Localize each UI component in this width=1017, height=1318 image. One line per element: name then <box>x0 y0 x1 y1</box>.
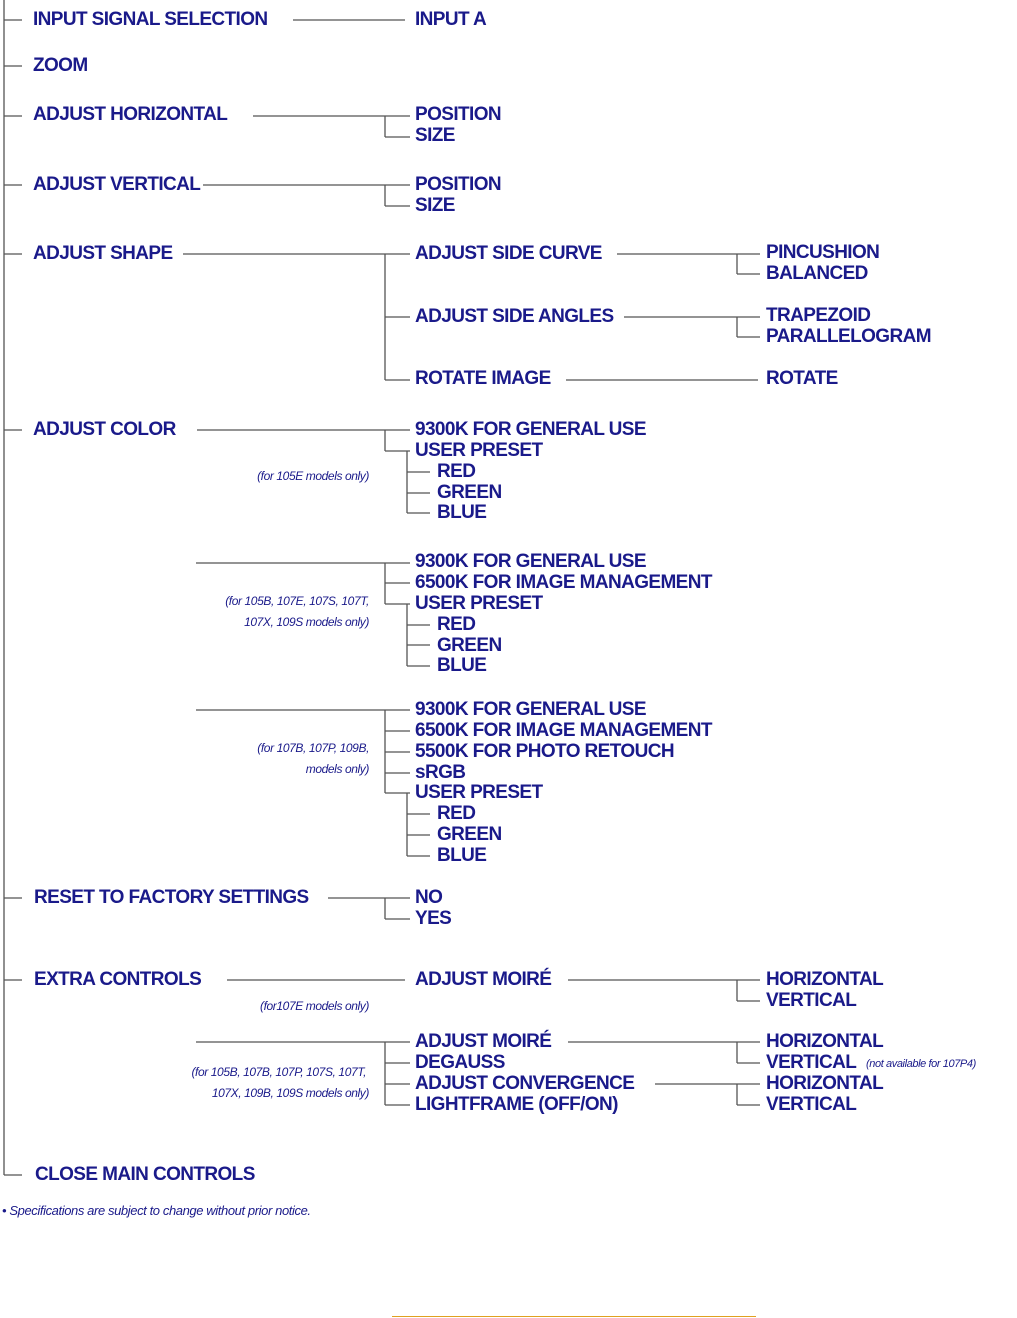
vertical-position-label: POSITION <box>415 174 501 195</box>
color-g3-item: sRGB <box>415 762 466 783</box>
color-g1-item: 9300K FOR GENERAL USE <box>415 419 646 440</box>
extra-g2-item: ADJUST MOIRÉ <box>415 1031 552 1052</box>
trapezoid-label: TRAPEZOID <box>766 305 871 326</box>
extra-g2-convergence-horizontal: HORIZONTAL <box>766 1073 884 1094</box>
extra-g1-moire-vertical: VERTICAL <box>766 990 857 1011</box>
color-g2-rgb: RED <box>437 614 476 635</box>
pincushion-label: PINCUSHION <box>766 242 880 263</box>
extra-g2-item: DEGAUSS <box>415 1052 505 1073</box>
menu-zoom: ZOOM <box>33 55 88 76</box>
color-g2-item: 6500K FOR IMAGE MANAGEMENT <box>415 572 712 593</box>
color-g3-item: 5500K FOR PHOTO RETOUCH <box>415 741 674 762</box>
menu-input-signal-selection: INPUT SIGNAL SELECTION <box>33 9 268 30</box>
extra-group1-note: (for107E models only) <box>260 999 369 1013</box>
color-g3-rgb: BLUE <box>437 845 487 866</box>
reset-yes-label: YES <box>415 908 452 929</box>
extra-g2-moire-horizontal: HORIZONTAL <box>766 1031 884 1052</box>
color-group2-note: 107X, 109S models only) <box>244 615 369 629</box>
extra-g1-moire-horizontal: HORIZONTAL <box>766 969 884 990</box>
color-group3-note: (for 107B, 107P, 109B, <box>257 741 369 755</box>
color-g2-rgb: BLUE <box>437 655 487 676</box>
color-g3-item: 9300K FOR GENERAL USE <box>415 699 646 720</box>
menu-adjust-shape: ADJUST SHAPE <box>33 243 173 264</box>
parallelogram-label: PARALLELOGRAM <box>766 326 931 347</box>
adjust-side-curve-label: ADJUST SIDE CURVE <box>415 243 602 264</box>
extra-g2-moire-vertical: VERTICAL <box>766 1052 857 1073</box>
color-g2-item: USER PRESET <box>415 593 543 614</box>
extra-g2-convergence-vertical: VERTICAL <box>766 1094 857 1115</box>
rotate-image-label: ROTATE IMAGE <box>415 368 551 389</box>
color-g2-rgb: GREEN <box>437 635 502 656</box>
menu-close-main-controls: CLOSE MAIN CONTROLS <box>35 1164 255 1185</box>
color-group3-note: models only) <box>305 762 369 776</box>
extra-group2-note: 107X, 109B, 109S models only) <box>211 1086 369 1100</box>
menu-adjust-color: ADJUST COLOR <box>33 419 176 440</box>
color-group1-note: (for 105E models only) <box>257 469 369 483</box>
color-g1-item: USER PRESET <box>415 440 543 461</box>
color-g3-rgb: GREEN <box>437 824 502 845</box>
footnote: • Specifications are subject to change without prior notice. <box>2 1203 311 1218</box>
vertical-size-label: SIZE <box>415 195 455 216</box>
color-g2-item: 9300K FOR GENERAL USE <box>415 551 646 572</box>
extra-g2-item: LIGHTFRAME (OFF/ON) <box>415 1094 618 1115</box>
menu-reset-factory-settings: RESET TO FACTORY SETTINGS <box>34 887 309 908</box>
color-g3-item: USER PRESET <box>415 782 543 803</box>
color-g3-rgb: RED <box>437 803 476 824</box>
extra-g2-vertical-note: (not available for 107P4) <box>866 1058 976 1070</box>
color-g1-rgb: GREEN <box>437 482 502 503</box>
color-group2-note: (for 105B, 107E, 107S, 107T, <box>225 594 369 608</box>
rotate-label: ROTATE <box>766 368 838 389</box>
menu-adjust-vertical: ADJUST VERTICAL <box>33 174 201 195</box>
balanced-label: BALANCED <box>766 263 868 284</box>
menu-extra-controls: EXTRA CONTROLS <box>34 969 202 990</box>
input-a-label: INPUT A <box>415 9 487 30</box>
extra-group2-note: (for 105B, 107B, 107P, 107S, 107T, <box>191 1065 366 1079</box>
adjust-side-angles-label: ADJUST SIDE ANGLES <box>415 306 614 327</box>
reset-no-label: NO <box>415 887 443 908</box>
extra-g1-adjust-moire: ADJUST MOIRÉ <box>415 969 552 990</box>
menu-adjust-horizontal: ADJUST HORIZONTAL <box>33 104 228 125</box>
color-g3-item: 6500K FOR IMAGE MANAGEMENT <box>415 720 712 741</box>
bottom-rule <box>392 1316 756 1317</box>
color-g1-rgb: RED <box>437 461 476 482</box>
horizontal-size-label: SIZE <box>415 125 455 146</box>
color-g1-rgb: BLUE <box>437 502 487 523</box>
horizontal-position-label: POSITION <box>415 104 501 125</box>
extra-g2-item: ADJUST CONVERGENCE <box>415 1073 635 1094</box>
